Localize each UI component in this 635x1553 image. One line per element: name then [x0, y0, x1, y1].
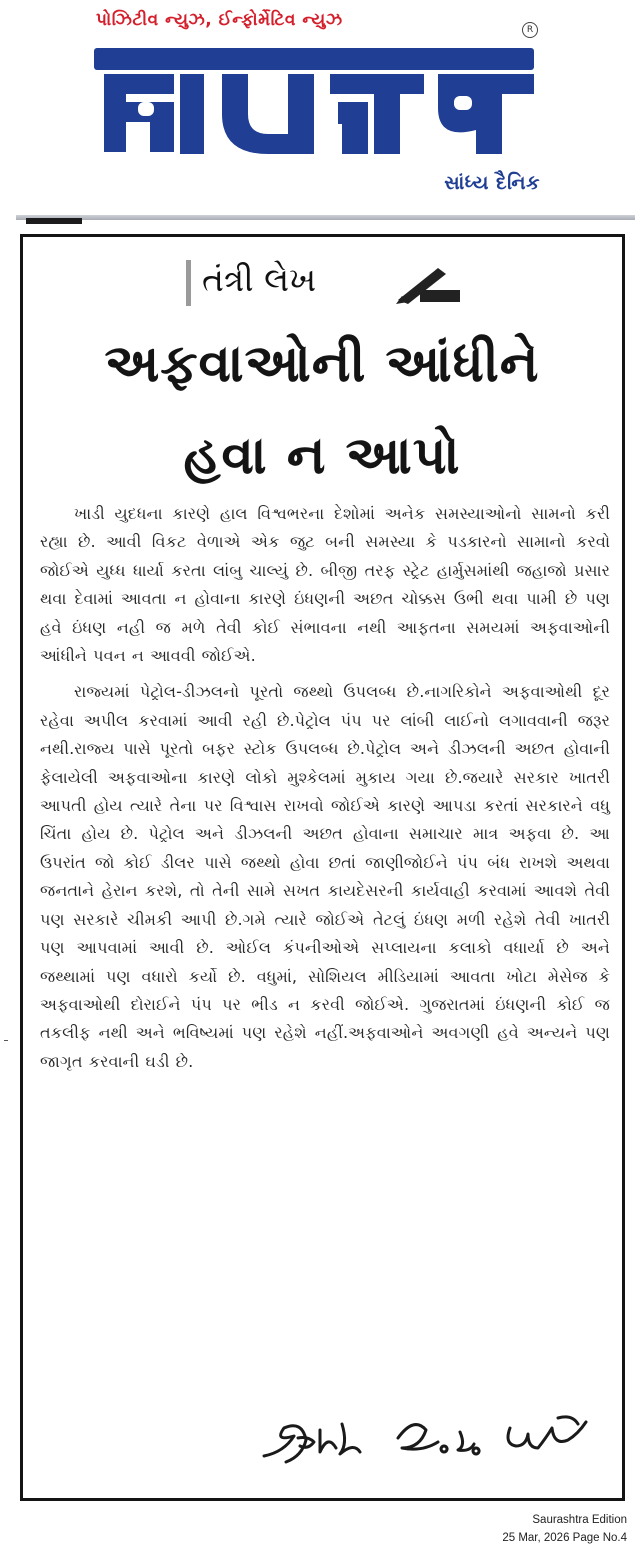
editor-signature-icon [258, 1408, 614, 1472]
article-paragraph: રાજ્યમાં પેટ્રોલ-ડીઝલનો પૂરતો જથ્થો ઉપલબ્ધ છે.નાગરિકોને અફવાઓથી દૂર રહેવા અપીલ કરવામાં આવી રહી છે.પેટ્રોલ પંપ પર લાંબી લાઈનો લગાવવાની જરૂર નથી.રાજ્ય પાસે પૂરતો બફર સ્ટોક ઉપલબ્ધ છે.પેટ્રોલ અને ડીઝલની અછત હોવાની ફેલાયેલી અફવાઓના કારણે લોકો મુશ્કેલમાં મુકાય ગયા છે.જયારે સરકાર ખાતરી આપતી હોય ત્યારે તેના પર વિશ્વાસ રાખવો જોઈએ કારણે આપડા કરતાં સરકારને વધુ ચિંતા હોય છે. પેટ્રોલ અને ડીઝલની અછત હોવાના સમાચાર માત્ર અફવા છે. આ ઉપરાંત જો કોઈ ડીલર પાસે જથ્થો હોવા છતાં જાણીજોઈને પંપ બંધ રાખશે અથવા જનતાને હેરાન કરશે, તો તેની સામે સખત કાયદેસરની કાર્યવાહી કરવામાં આવશે તેવી પણ સરકારે ચીમકી આપી છે.ગમે ત્યારે જોઈએ તેટલું ઇંધણ મળી રહેશે તેવી ખાતરી પણ આપવામાં આવી છે. ઓઈલ કંપનીઓએ સપ્લાયના કલાકો વધાર્યા છે અને જથ્થામાં પણ વધારો કર્યો છે. વધુમાં, સોશિયલ મીડિયામાં આવતા ખોટા મેસેજ કે અફવાઓથી દોરાઈને પંપ પર ભીડ ન કરવી જોઈએ. ગુજરાતમાં ઇંધણની કોઈ જ તકલીફ નથી અને ભવિષ્યમાં પણ રહેશે નહીં.અફવાઓને અવગણી હવે અન્યને પણ જાગૃત કરવાની ઘડી છે. [40, 682, 610, 1071]
article-headline [24, 318, 620, 502]
pen-writing-icon [394, 262, 460, 306]
headline-line-2: હવા ન આપો [183, 426, 461, 486]
masthead-subtitle: સાંધ્ય દૈનિક [444, 172, 540, 194]
headline-line-1: અફવાઓની આંધીને [104, 334, 540, 394]
newspaper-logo [94, 40, 544, 168]
margin-tick [4, 1040, 8, 1041]
masthead-tagline: પોઝિટીવ ન્યુઝ, ઈન્ફોર્મેટિવ ન્યુઝ [96, 10, 343, 30]
registered-mark-icon: R [522, 22, 538, 38]
edition-label: Saurashtra Edition [532, 1514, 627, 1526]
logo-wordmark-icon [94, 40, 544, 168]
editorial-kicker [186, 258, 462, 308]
header-divider [16, 215, 635, 220]
date-page-label: 25 Mar, 2026 Page No.4 [502, 1532, 627, 1544]
kicker-label: તંત્રી લેખ [202, 260, 317, 299]
article-body [40, 500, 610, 1084]
header-divider-accent [26, 218, 82, 224]
kicker-bar [186, 260, 191, 306]
page-footer [502, 1511, 627, 1547]
article-paragraph: ખાડી યુદધના કારણે હાલ વિશ્વભરના દેશોમાં અનેક સમસ્યાઓનો સામનો કરી રહ્યા છે. આવી વિકટ વેળાએ એક જુટ બની સમસ્યા કે પડકારનો સામાનો કરવો જોઈએ યુધ્ધ ધાર્યા કરતા લાંબુ ચાલ્યું છે. બીજી તરફ સ્ટ્રેટ હાર્મુસમાંથી જહાજો પ્રસાર થવા દેવામાં આવતા ન હોવાના કારણે ઇંધણની અછત ચોક્કસ ઉભી થવા પામી છે પણ હવે ઇંધણ નહી જ મળે તેવી કોઈ સંભાવના નથી આફતના સમયમાં અફવાઓની આંધીને પવન ન આવવી જોઈએ. [40, 504, 610, 666]
